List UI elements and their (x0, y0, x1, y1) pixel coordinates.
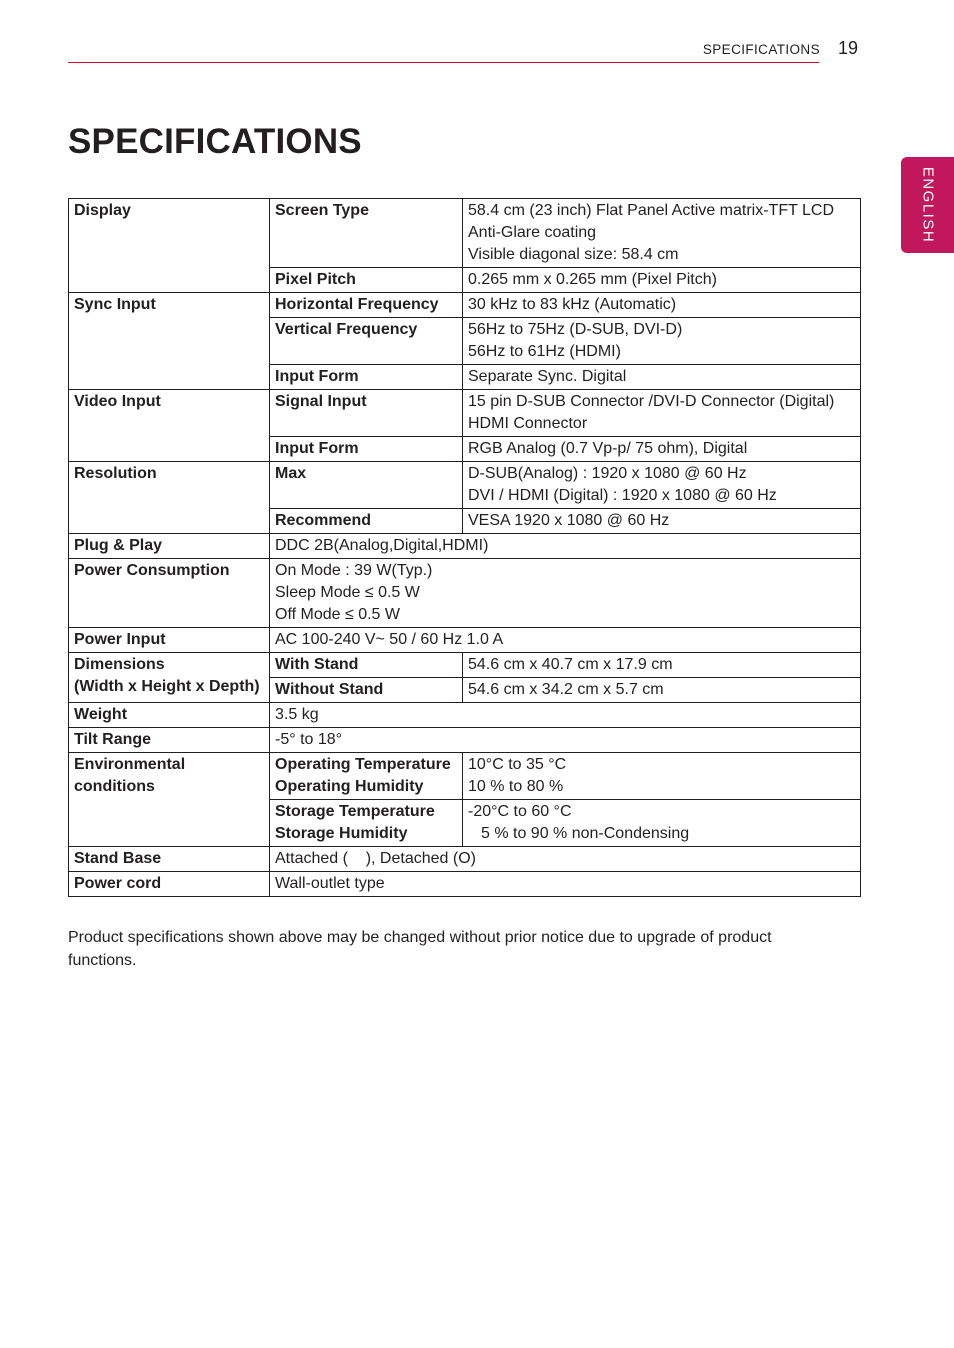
value-horizontal-frequency: 30 kHz to 83 kHz (Automatic) (463, 293, 861, 318)
table-row (69, 703, 861, 728)
sub-label-input-form: Input Form (270, 365, 463, 390)
label-line: Environmental (74, 756, 186, 773)
value-line: Sleep Mode ≤ 0.5 W (275, 584, 420, 601)
value-signal-input (463, 390, 861, 437)
value-power-input: AC 100-240 V~ 50 / 60 Hz 1.0 A (270, 628, 861, 653)
header-section-label: SPECIFICATIONS (702, 42, 820, 57)
language-tab (901, 157, 954, 253)
row-label-dimensions (69, 653, 270, 703)
value-line: HDMI Connector (468, 415, 588, 432)
sub-label-horizontal-frequency: Horizontal Frequency (270, 293, 463, 318)
value-tilt-range: -5° to 18° (270, 728, 861, 753)
value-line: 56Hz to 75Hz (D-SUB, DVI-D) (468, 321, 683, 338)
row-label-resolution: Resolution (69, 462, 270, 534)
sub-label-vertical-frequency: Vertical Frequency (270, 318, 463, 365)
value-line: Visible diagonal size: 58.4 cm (468, 246, 679, 263)
row-label-weight: Weight (69, 703, 270, 728)
row-label-environmental (69, 753, 270, 847)
table-row (69, 728, 861, 753)
value-weight: 3.5 kg (270, 703, 861, 728)
label-line: conditions (74, 778, 155, 795)
value-with-stand: 54.6 cm x 40.7 cm x 17.9 cm (463, 653, 861, 678)
row-label-power-consumption: Power Consumption (69, 559, 270, 628)
table-row (69, 628, 861, 653)
sub-label-without-stand: Without Stand (270, 678, 463, 703)
value-line: 56Hz to 61Hz (HDMI) (468, 343, 621, 360)
value-line: 5 % to 90 % non-Condensing (481, 825, 690, 842)
label-line: Dimensions (74, 656, 165, 673)
row-label-sync-input: Sync Input (69, 293, 270, 390)
sub-label-operating (270, 753, 463, 800)
row-label-stand-base: Stand Base (69, 847, 270, 872)
row-label-plug-play: Plug & Play (69, 534, 270, 559)
sub-label-input-form: Input Form (270, 437, 463, 462)
value-line: 10 % to 80 % (468, 778, 564, 795)
table-row (69, 653, 861, 678)
value-video-input-form: RGB Analog (0.7 Vp-p/ 75 ohm), Digital (463, 437, 861, 462)
sub-label-screen-type: Screen Type (270, 199, 463, 268)
value-vertical-frequency (463, 318, 861, 365)
value-line: D-SUB(Analog) : 1920 x 1080 @ 60 Hz (468, 465, 747, 482)
table-row (69, 462, 861, 509)
header-divider (68, 62, 819, 63)
table-row (69, 390, 861, 437)
value-line: 15 pin D-SUB Connector /DVI-D Connector (Digital) (468, 393, 835, 410)
table-row (69, 847, 861, 872)
row-label-power-cord: Power cord (69, 872, 270, 897)
value-recommend: VESA 1920 x 1080 @ 60 Hz (463, 509, 861, 534)
row-label-display: Display (69, 199, 270, 293)
page-number: 19 (838, 38, 859, 58)
value-without-stand: 54.6 cm x 34.2 cm x 5.7 cm (463, 678, 861, 703)
label-line: Storage Humidity (275, 825, 408, 842)
value-storage (463, 800, 861, 847)
value-line: DVI / HDMI (Digital) : 1920 x 1080 @ 60 Hz (468, 487, 777, 504)
value-line: 10°C to 35 °C (468, 756, 567, 773)
table-row (69, 293, 861, 318)
table-row (69, 559, 861, 628)
row-label-power-input: Power Input (69, 628, 270, 653)
specifications-table (68, 198, 861, 897)
value-plug-play: DDC 2B(Analog,Digital,HDMI) (270, 534, 861, 559)
label-line: Operating Temperature (275, 756, 451, 773)
footnote: Product specifications shown above may be changed without prior notice due to upgrade of product functions. (68, 929, 772, 969)
value-operating (463, 753, 861, 800)
label-line: Storage Temperature (275, 803, 435, 820)
value-power-consumption (270, 559, 861, 628)
row-label-tilt-range: Tilt Range (69, 728, 270, 753)
value-sync-input-form: Separate Sync. Digital (463, 365, 861, 390)
sub-label-with-stand: With Stand (270, 653, 463, 678)
sub-label-signal-input: Signal Input (270, 390, 463, 437)
value-pixel-pitch: 0.265 mm x 0.265 mm (Pixel Pitch) (463, 268, 861, 293)
value-screen-type (463, 199, 861, 268)
row-label-video-input: Video Input (69, 390, 270, 462)
value-line: On Mode : 39 W(Typ.) (275, 562, 433, 579)
value-line: Anti-Glare coating (468, 224, 597, 241)
sub-label-storage (270, 800, 463, 847)
language-tab-label: ENGLISH (919, 166, 936, 244)
sub-label-recommend: Recommend (270, 509, 463, 534)
page-title: SPECIFICATIONS (68, 122, 362, 161)
label-line: Operating Humidity (275, 778, 424, 795)
value-line: 58.4 cm (23 inch) Flat Panel Active matrix-TFT LCD (468, 202, 835, 219)
value-max-resolution (463, 462, 861, 509)
sub-label-pixel-pitch: Pixel Pitch (270, 268, 463, 293)
sub-label-max: Max (270, 462, 463, 509)
table-row (69, 534, 861, 559)
table-row (69, 753, 861, 800)
value-stand-base: Attached ( ), Detached (O) (270, 847, 861, 872)
value-line: -20°C to 60 °C (468, 803, 572, 820)
value-power-cord: Wall-outlet type (270, 872, 861, 897)
value-line: Off Mode ≤ 0.5 W (275, 606, 400, 623)
table-row (69, 872, 861, 897)
label-line: (Width x Height x Depth) (74, 678, 260, 695)
table-row (69, 199, 861, 268)
